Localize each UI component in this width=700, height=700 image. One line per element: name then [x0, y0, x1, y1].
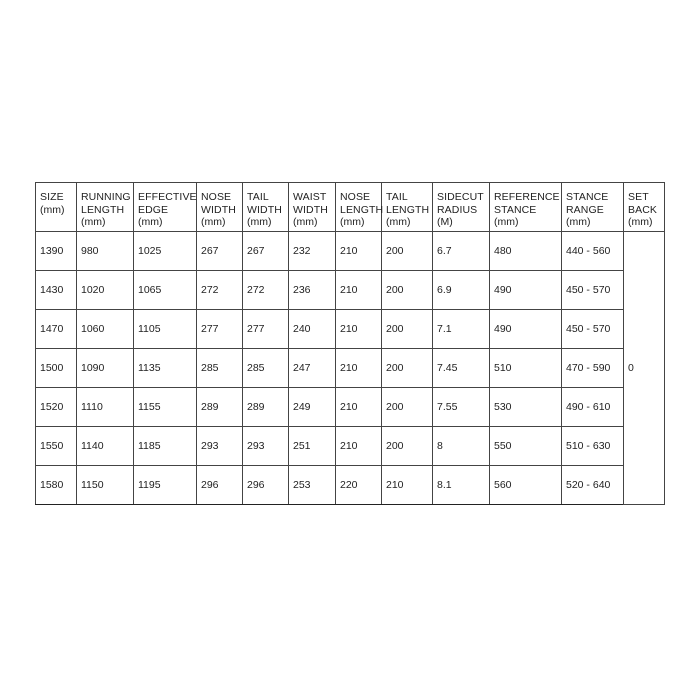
- column-header-effective-edge: [134, 183, 197, 232]
- column-header-title: WAIST: [293, 191, 327, 203]
- table-cell-tail-width: 267: [243, 232, 289, 271]
- table-cell-nose-width: 272: [197, 271, 243, 310]
- table-cell-waist-width: 251: [289, 427, 336, 466]
- column-header-title: SET: [628, 191, 649, 203]
- table-cell-tail-width: 293: [243, 427, 289, 466]
- table-cell-tail-length: 200: [382, 427, 433, 466]
- table-row: [36, 232, 665, 271]
- table-cell-sidecut-radius: 6.9: [433, 271, 490, 310]
- column-header-unit: (mm): [386, 216, 411, 228]
- table-cell-sidecut-radius: 8.1: [433, 466, 490, 505]
- table-cell-sidecut-radius: 7.1: [433, 310, 490, 349]
- table-cell-reference-stance: 530: [490, 388, 562, 427]
- table-cell-size: 1580: [36, 466, 77, 505]
- table-cell-effective-edge: 1195: [134, 466, 197, 505]
- column-header-unit: (mm): [628, 216, 653, 228]
- column-header-subtitle: LENGTH: [386, 203, 430, 216]
- column-header-set-back: [624, 183, 665, 232]
- table-cell-effective-edge: 1105: [134, 310, 197, 349]
- table-cell-sidecut-radius: 7.55: [433, 388, 490, 427]
- table-cell-nose-length: 210: [336, 232, 382, 271]
- table-cell-stance-range: 520 - 640: [562, 466, 624, 505]
- column-header-subtitle: LENGTH: [340, 203, 384, 216]
- table-cell-nose-length: 210: [336, 427, 382, 466]
- column-header-unit: (mm): [566, 216, 591, 228]
- column-header-unit: (mm): [494, 216, 519, 228]
- spec-table-body: [36, 232, 665, 505]
- header-row: [36, 183, 665, 232]
- table-cell-effective-edge: 1185: [134, 427, 197, 466]
- column-header-unit: (mm): [81, 216, 106, 228]
- table-cell-tail-length: 200: [382, 271, 433, 310]
- column-header-unit: (mm): [138, 216, 163, 228]
- table-cell-running-length: 1140: [77, 427, 134, 466]
- table-cell-size: 1500: [36, 349, 77, 388]
- column-header-title: NOSE: [340, 191, 371, 203]
- table-cell-nose-width: 267: [197, 232, 243, 271]
- column-header-unit: (mm): [201, 216, 226, 228]
- table-cell-size: 1390: [36, 232, 77, 271]
- table-cell-waist-width: 232: [289, 232, 336, 271]
- table-cell-stance-range: 510 - 630: [562, 427, 624, 466]
- table-cell-tail-length: 200: [382, 310, 433, 349]
- table-cell-effective-edge: 1065: [134, 271, 197, 310]
- table-cell-waist-width: 236: [289, 271, 336, 310]
- table-cell-nose-width: 277: [197, 310, 243, 349]
- table-cell-nose-length: 220: [336, 466, 382, 505]
- column-header-unit: (mm): [247, 216, 272, 228]
- column-header-subtitle: WIDTH: [247, 203, 282, 216]
- table-row: [36, 310, 665, 349]
- column-header-subtitle: WIDTH: [293, 203, 328, 216]
- table-cell-running-length: 1020: [77, 271, 134, 310]
- table-cell-stance-range: 490 - 610: [562, 388, 624, 427]
- column-header-tail-length: [382, 183, 433, 232]
- column-header-subtitle: STANCE: [494, 203, 537, 216]
- table-cell-sidecut-radius: 6.7: [433, 232, 490, 271]
- column-header-unit: (M): [437, 216, 453, 228]
- table-cell-effective-edge: 1155: [134, 388, 197, 427]
- column-header-stance-range: [562, 183, 624, 232]
- column-header-title: REFERENCE: [494, 191, 560, 203]
- table-cell-sidecut-radius: 7.45: [433, 349, 490, 388]
- table-cell-reference-stance: 510: [490, 349, 562, 388]
- column-header-nose-length: [336, 183, 382, 232]
- column-header-unit: (mm): [340, 216, 365, 228]
- column-header-title: RUNNING: [81, 191, 131, 203]
- column-header-unit: (mm): [40, 203, 65, 216]
- table-row: [36, 388, 665, 427]
- table-cell-size: 1520: [36, 388, 77, 427]
- column-header-size: [36, 183, 77, 232]
- table-cell-reference-stance: 490: [490, 310, 562, 349]
- table-cell-stance-range: 470 - 590: [562, 349, 624, 388]
- table-row: [36, 466, 665, 505]
- table-row: [36, 271, 665, 310]
- column-header-unit: (mm): [293, 216, 318, 228]
- table-cell-effective-edge: 1025: [134, 232, 197, 271]
- table-cell-nose-width: 296: [197, 466, 243, 505]
- column-header-sidecut-radius: [433, 183, 490, 232]
- table-row: [36, 427, 665, 466]
- column-header-tail-width: [243, 183, 289, 232]
- table-cell-nose-width: 289: [197, 388, 243, 427]
- table-cell-nose-length: 210: [336, 388, 382, 427]
- column-header-subtitle: WIDTH: [201, 203, 236, 216]
- table-cell-stance-range: 450 - 570: [562, 310, 624, 349]
- table-cell-tail-width: 289: [243, 388, 289, 427]
- column-header-subtitle: RADIUS: [437, 203, 478, 216]
- table-cell-size: 1470: [36, 310, 77, 349]
- spec-table: [35, 182, 665, 505]
- table-cell-nose-width: 285: [197, 349, 243, 388]
- table-cell-running-length: 1150: [77, 466, 134, 505]
- column-header-title: NOSE: [201, 191, 232, 203]
- column-header-nose-width: [197, 183, 243, 232]
- table-cell-size: 1550: [36, 427, 77, 466]
- column-header-title: SIZE: [40, 191, 64, 203]
- table-cell-tail-width: 285: [243, 349, 289, 388]
- table-cell-nose-length: 210: [336, 271, 382, 310]
- table-cell-tail-length: 200: [382, 388, 433, 427]
- table-cell-reference-stance: 480: [490, 232, 562, 271]
- table-cell-stance-range: 450 - 570: [562, 271, 624, 310]
- spec-table-header: [36, 183, 665, 232]
- table-cell-sidecut-radius: 8: [433, 427, 490, 466]
- table-row: [36, 349, 665, 388]
- table-cell-running-length: 1060: [77, 310, 134, 349]
- table-cell-reference-stance: 550: [490, 427, 562, 466]
- column-header-reference-stance: [490, 183, 562, 232]
- column-header-waist-width: [289, 183, 336, 232]
- table-cell-tail-length: 210: [382, 466, 433, 505]
- column-header-title: TAIL: [247, 191, 269, 203]
- table-cell-size: 1430: [36, 271, 77, 310]
- table-cell-nose-width: 293: [197, 427, 243, 466]
- table-cell-stance-range: 440 - 560: [562, 232, 624, 271]
- table-cell-tail-length: 200: [382, 349, 433, 388]
- table-cell-running-length: 1090: [77, 349, 134, 388]
- column-header-subtitle: EDGE: [138, 203, 169, 216]
- table-cell-tail-length: 200: [382, 232, 433, 271]
- column-header-title: TAIL: [386, 191, 408, 203]
- column-header-title: EFFECTIVE: [138, 191, 197, 203]
- column-header-subtitle: BACK: [628, 203, 657, 216]
- table-cell-waist-width: 253: [289, 466, 336, 505]
- table-cell-waist-width: 249: [289, 388, 336, 427]
- table-cell-nose-length: 210: [336, 349, 382, 388]
- table-cell-tail-width: 277: [243, 310, 289, 349]
- table-cell-waist-width: 247: [289, 349, 336, 388]
- table-cell-set-back: 0: [624, 232, 665, 505]
- table-cell-tail-width: 272: [243, 271, 289, 310]
- table-cell-nose-length: 210: [336, 310, 382, 349]
- column-header-subtitle: RANGE: [566, 203, 604, 216]
- table-cell-reference-stance: 490: [490, 271, 562, 310]
- column-header-running-length: [77, 183, 134, 232]
- table-cell-reference-stance: 560: [490, 466, 562, 505]
- table-cell-running-length: 980: [77, 232, 134, 271]
- table-cell-waist-width: 240: [289, 310, 336, 349]
- table-cell-tail-width: 296: [243, 466, 289, 505]
- table-cell-effective-edge: 1135: [134, 349, 197, 388]
- table-cell-running-length: 1110: [77, 388, 134, 427]
- column-header-subtitle: LENGTH: [81, 203, 125, 216]
- column-header-title: STANCE: [566, 191, 609, 203]
- column-header-title: SIDECUT: [437, 191, 484, 203]
